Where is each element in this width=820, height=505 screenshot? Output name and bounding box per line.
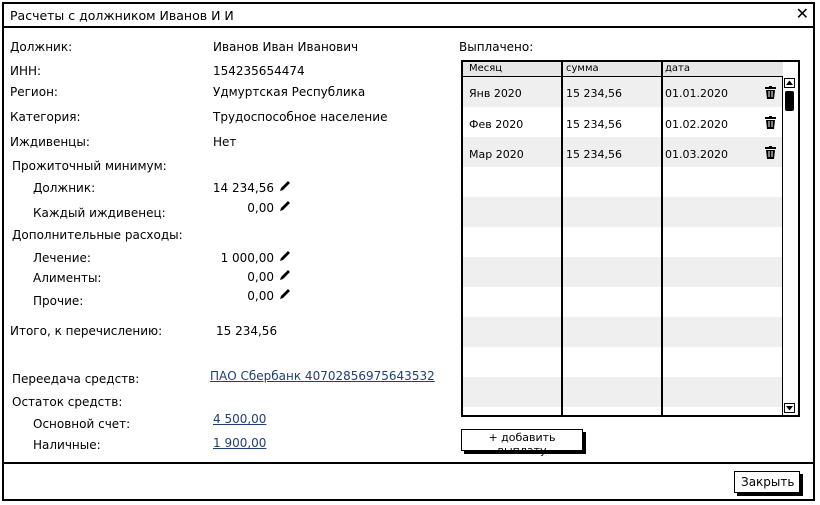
table-row-empty — [463, 257, 783, 287]
trash-icon[interactable] — [765, 146, 776, 159]
trash-icon[interactable] — [765, 86, 776, 99]
pencil-icon[interactable] — [278, 199, 292, 213]
payments-table — [461, 60, 800, 417]
table-row-empty — [463, 227, 783, 257]
total-label: Итого, к перечислению: — [10, 324, 163, 338]
column-divider — [561, 62, 563, 415]
scroll-down-icon[interactable] — [784, 403, 795, 413]
dialog-window — [2, 2, 815, 501]
close-button[interactable]: Закрыть — [734, 471, 800, 493]
category-value: Трудоспособное население — [213, 110, 388, 124]
debtor-value: Иванов Иван Иванович — [213, 40, 359, 54]
row-month: Янв 2020 — [469, 87, 522, 100]
table-row-empty — [463, 377, 783, 407]
dependents-label: Иждивенцы: — [10, 135, 90, 149]
trash-icon[interactable] — [765, 116, 776, 129]
subsistence-debtor-value: 14 234,56 — [212, 181, 274, 195]
table-row-empty — [463, 287, 783, 317]
pencil-icon[interactable] — [278, 268, 292, 282]
inn-label: ИНН: — [10, 64, 42, 78]
balance-label: Остаток средств: — [12, 395, 123, 409]
column-header-month: Месяц — [469, 63, 503, 74]
treatment-value: 1 000,00 — [220, 251, 274, 265]
title-bar — [4, 4, 813, 28]
row-date: 01.03.2020 — [665, 148, 728, 161]
extra-expenses-label: Дополнительные расходы: — [12, 228, 183, 242]
table-header — [463, 62, 783, 77]
cash-link[interactable]: 1 900,00 — [213, 436, 267, 450]
row-amount: 15 234,56 — [566, 87, 622, 100]
dependents-value: Нет — [213, 135, 237, 149]
table-row-empty — [463, 167, 783, 197]
table-row-empty — [463, 347, 783, 377]
scroll-up-icon[interactable] — [784, 78, 795, 88]
alimony-value: 0,00 — [247, 270, 274, 284]
main-account-link[interactable]: 4 500,00 — [213, 412, 267, 426]
scroll-thumb[interactable] — [785, 91, 794, 111]
table-row-empty — [463, 317, 783, 347]
row-amount: 15 234,56 — [566, 148, 622, 161]
column-header-date: дата — [665, 63, 690, 74]
payments-title: Выплачено: — [459, 40, 534, 54]
total-value: 15 234,56 — [216, 324, 278, 338]
debtor-label: Должник: — [10, 40, 73, 54]
row-month: Фев 2020 — [469, 118, 524, 131]
row-amount: 15 234,56 — [566, 118, 622, 131]
column-divider — [661, 62, 663, 415]
add-payment-button[interactable]: + добавить выплату — [461, 429, 583, 451]
row-date: 01.02.2020 — [665, 118, 728, 131]
subsistence-debtor-label: Должник: — [33, 181, 96, 195]
category-label: Категория: — [10, 110, 81, 124]
table-row-empty — [463, 197, 783, 227]
main-account-label: Основной счет: — [33, 417, 131, 431]
pencil-icon[interactable] — [278, 287, 292, 301]
cash-label: Наличные: — [33, 438, 101, 452]
row-month: Мар 2020 — [469, 148, 524, 161]
close-icon[interactable]: ✕ — [795, 4, 809, 23]
other-label: Прочие: — [33, 294, 84, 308]
table-row-empty — [463, 407, 783, 417]
column-header-amount: сумма — [566, 63, 599, 74]
alimony-label: Алименты: — [33, 271, 102, 285]
footer-divider — [4, 462, 813, 464]
row-date: 01.01.2020 — [665, 87, 728, 100]
other-value: 0,00 — [247, 289, 274, 303]
region-value: Удмуртская Республика — [213, 85, 366, 99]
transfer-label: Переедача средств: — [12, 372, 140, 386]
subsistence-label: Прожиточный минимум: — [12, 159, 167, 173]
treatment-label: Лечение: — [33, 251, 91, 265]
pencil-icon[interactable] — [278, 179, 292, 193]
pencil-icon[interactable] — [278, 249, 292, 263]
vertical-scrollbar[interactable] — [782, 76, 798, 415]
region-label: Регион: — [10, 85, 58, 99]
inn-value: 154235654474 — [213, 64, 305, 78]
window-title: Расчеты с должником Иванов И И — [10, 8, 234, 23]
subsistence-each-label: Каждый иждивенец: — [33, 206, 166, 220]
subsistence-each-value: 0,00 — [247, 201, 274, 215]
transfer-account-link[interactable]: ПАО Сбербанк 40702856975643532 — [210, 369, 435, 383]
